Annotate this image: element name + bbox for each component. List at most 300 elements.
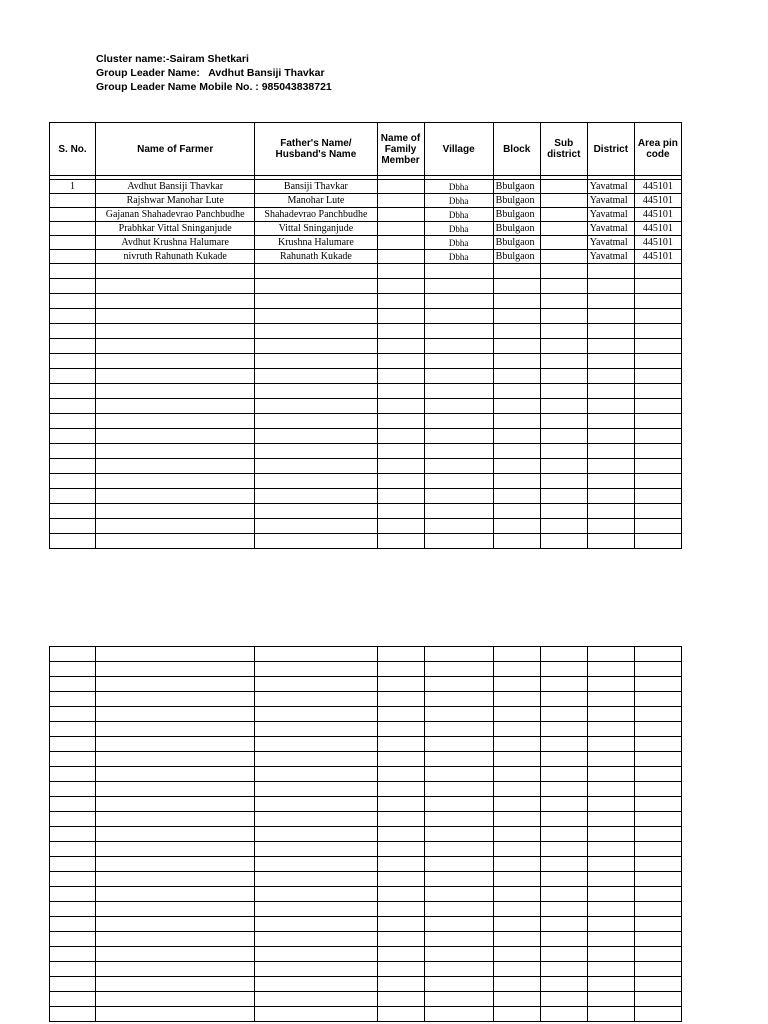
blank-cell [634, 519, 681, 534]
blank-cell [540, 887, 587, 902]
blank-cell [587, 429, 634, 444]
blank-cell [493, 737, 540, 752]
blank-cell [96, 519, 255, 534]
cell-district: Yavatmal [587, 194, 634, 208]
blank-cell [255, 902, 377, 917]
blank-cell [587, 264, 634, 279]
cell-pin-code: 445101 [634, 180, 681, 194]
blank-cell [540, 992, 587, 1007]
blank-cell [587, 369, 634, 384]
blank-cell [96, 977, 255, 992]
blank-cell [493, 977, 540, 992]
blank-cell [587, 797, 634, 812]
blank-cell [493, 782, 540, 797]
blank-cell [634, 399, 681, 414]
blank-cell [255, 662, 377, 677]
blank-cell [377, 354, 424, 369]
blank-cell [377, 1007, 424, 1022]
blank-cell [424, 827, 493, 842]
blank-cell [50, 429, 96, 444]
blank-cell [493, 474, 540, 489]
blank-cell [493, 354, 540, 369]
blank-table-row [50, 444, 682, 459]
blank-cell [50, 812, 96, 827]
col-header-family-member: Name of Family Member [377, 123, 424, 176]
blank-cell [540, 857, 587, 872]
blank-table-row [50, 429, 682, 444]
blank-cell [424, 354, 493, 369]
table-row [50, 194, 682, 208]
blank-cell [96, 339, 255, 354]
cell-pin-code: 445101 [634, 250, 681, 264]
blank-cell [540, 947, 587, 962]
blank-cell [634, 722, 681, 737]
blank-cell [377, 309, 424, 324]
blank-cell [255, 354, 377, 369]
blank-cell [255, 992, 377, 1007]
blank-cell [255, 309, 377, 324]
cell-district: Yavatmal [587, 222, 634, 236]
blank-cell [424, 489, 493, 504]
blank-table-row [50, 692, 682, 707]
blank-cell [255, 797, 377, 812]
blank-cell [96, 429, 255, 444]
blank-cell [50, 902, 96, 917]
blank-cell [255, 737, 377, 752]
blank-cell [587, 917, 634, 932]
blank-cell [493, 444, 540, 459]
blank-cell [50, 264, 96, 279]
blank-cell [377, 534, 424, 549]
blank-cell [587, 662, 634, 677]
blank-cell [424, 902, 493, 917]
blank-cell [634, 932, 681, 947]
blank-cell [96, 737, 255, 752]
blank-cell [377, 474, 424, 489]
blank-cell [493, 339, 540, 354]
cell-village: Dbha [424, 208, 493, 222]
blank-cell [424, 519, 493, 534]
blank-cell [377, 662, 424, 677]
blank-cell [540, 324, 587, 339]
blank-cell [587, 902, 634, 917]
blank-cell [634, 444, 681, 459]
blank-cell [377, 414, 424, 429]
blank-cell [493, 384, 540, 399]
blank-cell [634, 872, 681, 887]
blank-cell [587, 534, 634, 549]
cell-district: Yavatmal [587, 250, 634, 264]
cell-block: Bbulgaon [493, 180, 540, 194]
blank-cell [50, 827, 96, 842]
col-header-village: Village [424, 123, 493, 176]
blank-cell [493, 872, 540, 887]
blank-cell [587, 992, 634, 1007]
blank-cell [50, 782, 96, 797]
blank-cell [424, 474, 493, 489]
blank-cell [377, 887, 424, 902]
blank-cell [96, 902, 255, 917]
blank-cell [540, 474, 587, 489]
blank-cell [255, 857, 377, 872]
blank-cell [50, 842, 96, 857]
blank-cell [540, 1007, 587, 1022]
blank-cell [50, 722, 96, 737]
blank-cell [96, 474, 255, 489]
blank-cell [587, 309, 634, 324]
cell-block: Bbulgaon [493, 194, 540, 208]
blank-cell [540, 767, 587, 782]
blank-table-row [50, 399, 682, 414]
blank-cell [634, 827, 681, 842]
blank-cell [50, 677, 96, 692]
blank-cell [634, 752, 681, 767]
cell-family-member [377, 180, 424, 194]
blank-cell [377, 842, 424, 857]
blank-table-row [50, 294, 682, 309]
blank-cell [96, 662, 255, 677]
blank-cell [587, 279, 634, 294]
blank-cell [255, 1007, 377, 1022]
blank-cell [50, 504, 96, 519]
blank-cell [493, 264, 540, 279]
blank-cell [424, 647, 493, 662]
blank-cell [540, 737, 587, 752]
blank-table-row [50, 947, 682, 962]
blank-cell [424, 782, 493, 797]
blank-cell [540, 977, 587, 992]
blank-cell [424, 962, 493, 977]
blank-cell [424, 662, 493, 677]
cell-sno: 1 [50, 180, 96, 194]
blank-cell [493, 519, 540, 534]
col-header-sno: S. No. [50, 123, 96, 176]
blank-cell [493, 992, 540, 1007]
blank-cell [255, 782, 377, 797]
blank-cell [424, 339, 493, 354]
blank-cell [424, 459, 493, 474]
blank-cell [424, 414, 493, 429]
cell-village: Dbha [424, 250, 493, 264]
blank-cell [424, 294, 493, 309]
blank-cell [255, 264, 377, 279]
blank-cell [424, 309, 493, 324]
blank-cell [634, 977, 681, 992]
blank-cell [50, 459, 96, 474]
blank-cell [540, 872, 587, 887]
blank-table-row [50, 797, 682, 812]
blank-cell [50, 1007, 96, 1022]
blank-cell [96, 857, 255, 872]
cell-farmer-name: Rajshwar Manohar Lute [96, 194, 255, 208]
blank-cell [255, 722, 377, 737]
table-row [50, 222, 682, 236]
blank-cell [493, 294, 540, 309]
blank-cell [50, 399, 96, 414]
blank-cell [587, 767, 634, 782]
blank-cell [540, 647, 587, 662]
cell-farmer-name: Gajanan Shahadevrao Panchbudhe [96, 208, 255, 222]
blank-cell [540, 459, 587, 474]
blank-cell [587, 354, 634, 369]
blank-cell [50, 857, 96, 872]
blank-cell [587, 782, 634, 797]
cell-sub-district [540, 222, 587, 236]
blank-cell [634, 264, 681, 279]
blank-cell [96, 279, 255, 294]
blank-cell [96, 932, 255, 947]
blank-table-row [50, 414, 682, 429]
blank-cell [587, 384, 634, 399]
cell-block: Bbulgaon [493, 236, 540, 250]
blank-cell [587, 737, 634, 752]
blank-cell [634, 414, 681, 429]
cell-block: Bbulgaon [493, 250, 540, 264]
blank-cell [634, 902, 681, 917]
blank-cell [377, 429, 424, 444]
cell-sno [50, 208, 96, 222]
blank-cell [377, 692, 424, 707]
blank-cell [424, 737, 493, 752]
blank-cell [587, 474, 634, 489]
blank-cell [493, 707, 540, 722]
blank-cell [493, 752, 540, 767]
blank-cell [493, 902, 540, 917]
blank-cell [96, 827, 255, 842]
cell-village: Dbha [424, 222, 493, 236]
blank-cell [587, 294, 634, 309]
cell-sub-district [540, 236, 587, 250]
blank-cell [587, 707, 634, 722]
blank-cell [540, 812, 587, 827]
blank-cell [424, 444, 493, 459]
col-header-block: Block [493, 123, 540, 176]
blank-cell [587, 444, 634, 459]
blank-cell [96, 692, 255, 707]
blank-cell [96, 489, 255, 504]
blank-table-row [50, 504, 682, 519]
blank-cell [540, 384, 587, 399]
blank-cell [587, 947, 634, 962]
blank-cell [377, 737, 424, 752]
blank-cell [377, 647, 424, 662]
blank-cell [50, 707, 96, 722]
blank-cell [50, 279, 96, 294]
blank-cell [255, 444, 377, 459]
blank-cell [493, 767, 540, 782]
blank-cell [587, 647, 634, 662]
blank-cell [377, 992, 424, 1007]
blank-cell [424, 812, 493, 827]
blank-cell [540, 692, 587, 707]
blank-cell [540, 917, 587, 932]
blank-cell [540, 399, 587, 414]
blank-cell [96, 677, 255, 692]
blank-cell [540, 707, 587, 722]
blank-cell [493, 932, 540, 947]
blank-cell [96, 812, 255, 827]
table-row [50, 208, 682, 222]
blank-cell [255, 459, 377, 474]
cell-family-member [377, 236, 424, 250]
cell-pin-code: 445101 [634, 208, 681, 222]
cell-farmer-name: Avdhut Bansiji Thavkar [96, 180, 255, 194]
blank-cell [540, 309, 587, 324]
blank-cell [540, 902, 587, 917]
blank-cell [96, 504, 255, 519]
blank-cell [96, 294, 255, 309]
cell-family-member [377, 222, 424, 236]
blank-cell [255, 677, 377, 692]
group-leader-name: Group Leader Name: Avdhut Bansiji Thavkar [96, 67, 325, 79]
blank-cell [377, 917, 424, 932]
blank-cell [96, 782, 255, 797]
blank-cell [424, 947, 493, 962]
blank-cell [377, 812, 424, 827]
cell-sub-district [540, 250, 587, 264]
blank-cell [540, 264, 587, 279]
cell-district: Yavatmal [587, 236, 634, 250]
blank-cell [50, 414, 96, 429]
cell-block: Bbulgaon [493, 208, 540, 222]
blank-cell [587, 857, 634, 872]
blank-cell [50, 767, 96, 782]
cell-pin-code: 445101 [634, 236, 681, 250]
blank-cell [50, 324, 96, 339]
blank-table-row [50, 872, 682, 887]
blank-cell [424, 722, 493, 737]
blank-cell [255, 369, 377, 384]
blank-cell [50, 662, 96, 677]
blank-cell [424, 534, 493, 549]
blank-cell [634, 992, 681, 1007]
blank-cell [493, 692, 540, 707]
farmer-details-table [49, 122, 682, 549]
cell-father-name: Manohar Lute [255, 194, 377, 208]
blank-table-row [50, 707, 682, 722]
blank-cell [587, 504, 634, 519]
blank-cell [424, 872, 493, 887]
blank-cell [424, 842, 493, 857]
blank-cell [255, 827, 377, 842]
cell-sno [50, 250, 96, 264]
blank-cell [50, 519, 96, 534]
blank-cell [540, 797, 587, 812]
blank-cell [255, 707, 377, 722]
blank-cell [587, 677, 634, 692]
cell-father-name: Shahadevrao Panchbudhe [255, 208, 377, 222]
blank-cell [540, 414, 587, 429]
blank-cell [493, 842, 540, 857]
blank-cell [540, 279, 587, 294]
cell-farmer-name: Avdhut Krushna Halumare [96, 236, 255, 250]
blank-table-row [50, 932, 682, 947]
blank-cell [96, 752, 255, 767]
blank-cell [493, 1007, 540, 1022]
blank-cell [540, 782, 587, 797]
blank-cell [255, 294, 377, 309]
blank-cell [255, 429, 377, 444]
cell-family-member [377, 208, 424, 222]
blank-cell [255, 399, 377, 414]
blank-cell [50, 737, 96, 752]
blank-cell [540, 339, 587, 354]
blank-cell [96, 887, 255, 902]
blank-cell [96, 534, 255, 549]
blank-cell [424, 932, 493, 947]
blank-cell [540, 534, 587, 549]
blank-cell [540, 677, 587, 692]
blank-cell [540, 842, 587, 857]
blank-cell [96, 444, 255, 459]
blank-table-row [50, 339, 682, 354]
blank-cell [424, 767, 493, 782]
blank-cell [634, 279, 681, 294]
blank-cell [587, 842, 634, 857]
blank-cell [540, 354, 587, 369]
blank-cell [493, 887, 540, 902]
cell-village: Dbha [424, 180, 493, 194]
blank-cell [377, 399, 424, 414]
col-header-pin-code: Area pin code [634, 123, 681, 176]
blank-cell [587, 872, 634, 887]
blank-cell [587, 489, 634, 504]
blank-cell [634, 707, 681, 722]
blank-cell [377, 519, 424, 534]
blank-cell [377, 339, 424, 354]
blank-table-row [50, 677, 682, 692]
blank-cell [540, 369, 587, 384]
blank-cell [587, 722, 634, 737]
blank-cell [96, 842, 255, 857]
blank-cell [377, 369, 424, 384]
blank-cell [96, 872, 255, 887]
blank-cell [377, 444, 424, 459]
blank-cell [634, 797, 681, 812]
blank-cell [96, 962, 255, 977]
col-header-farmer-name: Name of Farmer [96, 123, 255, 176]
blank-cell [50, 752, 96, 767]
blank-cell [50, 947, 96, 962]
blank-cell [493, 399, 540, 414]
blank-cell [50, 917, 96, 932]
blank-cell [634, 917, 681, 932]
blank-cell [96, 384, 255, 399]
blank-cell [493, 324, 540, 339]
blank-cell [493, 812, 540, 827]
blank-cell [50, 354, 96, 369]
blank-cell [587, 812, 634, 827]
blank-cell [50, 962, 96, 977]
blank-cell [255, 474, 377, 489]
blank-cell [50, 932, 96, 947]
table-header-row [50, 123, 682, 176]
blank-table-row [50, 842, 682, 857]
blank-cell [50, 294, 96, 309]
cell-village: Dbha [424, 194, 493, 208]
blank-cell [255, 842, 377, 857]
blank-table-row [50, 519, 682, 534]
blank-cell [634, 384, 681, 399]
blank-cell [587, 399, 634, 414]
blank-cell [255, 339, 377, 354]
blank-cell [634, 354, 681, 369]
blank-cell [634, 857, 681, 872]
blank-table-row [50, 369, 682, 384]
blank-records-table [49, 646, 682, 1022]
blank-cell [50, 369, 96, 384]
blank-cell [424, 429, 493, 444]
